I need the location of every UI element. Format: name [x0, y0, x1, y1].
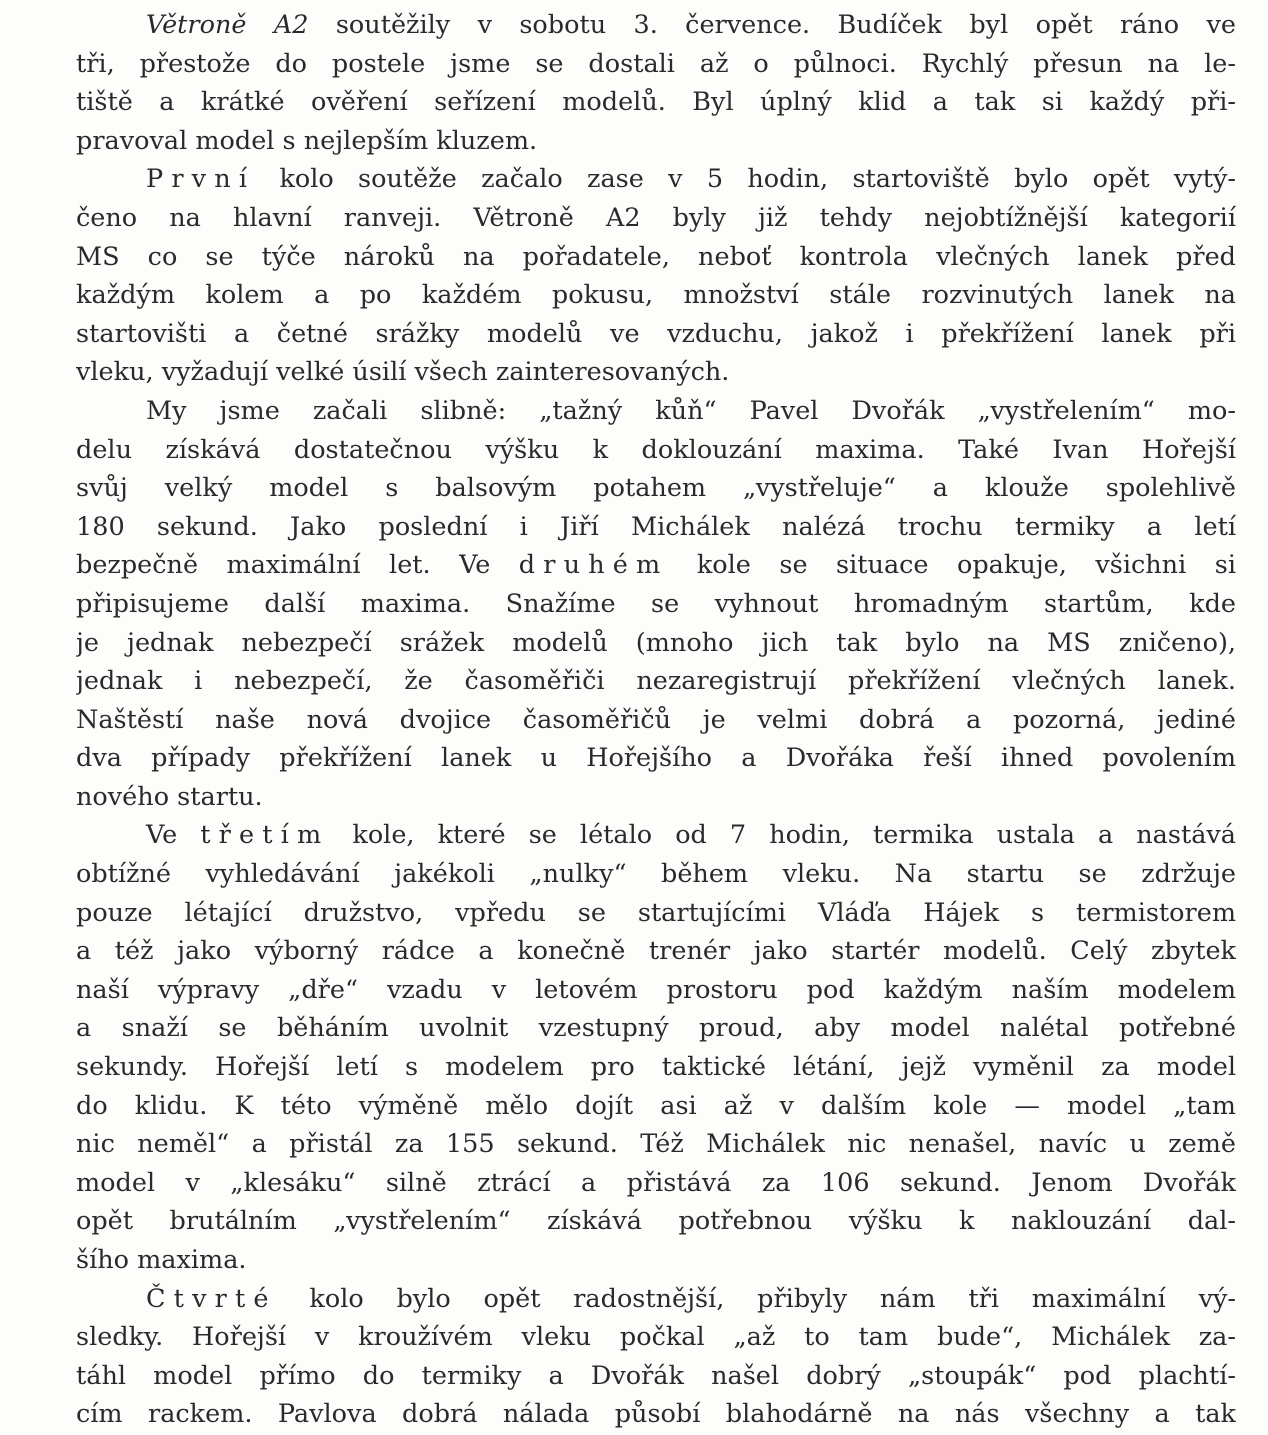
text-line [76, 6, 1236, 45]
paragraph [76, 6, 1236, 160]
text-run: do klidu. K této výměně mělo dojít asi až v dalším kole — model „tam [76, 1090, 1236, 1121]
text-line [76, 1241, 1236, 1280]
text-run: bezpečně maximální let. Ve [76, 550, 519, 581]
text-line [76, 585, 1236, 624]
spaced-emphasis: Čtvrté [146, 1283, 277, 1314]
text-run: 180 sekund. Jako poslední i Jiří Michálek nalézá trochu termiky a letí [76, 511, 1236, 542]
text-line [76, 469, 1236, 508]
text-line [76, 932, 1236, 971]
spaced-emphasis: třetím [200, 820, 330, 851]
text-run: jednak i nebezpečí, že časoměřiči nezaregistrují překřížení vlečných lanek. [76, 666, 1236, 697]
text-line [76, 894, 1236, 933]
paragraph [76, 1280, 1236, 1434]
text-run: My jsme začali slibně: „tažný kůň“ Pavel Dvořák „vystřelením“ mo- [146, 395, 1236, 426]
text-line [76, 276, 1236, 315]
text-run: sekundy. Hořejší letí s modelem pro taktické létání, jejž vyměnil za model [76, 1052, 1236, 1083]
text-line [76, 1125, 1236, 1164]
text-run: opět brutálním „vystřelením“ získává potřebnou výšku k naklouzání dal- [76, 1206, 1236, 1237]
text-run: a snaží se běháním uvolnit vzestupný proud, aby model nalétal potřebné [76, 1013, 1236, 1044]
text-run: Naštěstí naše nová dvojice časoměřičů je velmi dobrá a pozorná, jediné [76, 704, 1236, 735]
text-run: pravoval model s nejlepším kluzem. [76, 125, 538, 156]
text-run: naší výpravy „dře“ vzadu v letovém prostoru pod každým naším modelem [76, 974, 1236, 1005]
text-line [76, 971, 1236, 1010]
text-line [76, 199, 1236, 238]
text-line [76, 1357, 1236, 1396]
article-body [76, 6, 1236, 1434]
text-line [76, 701, 1236, 740]
text-line [76, 83, 1236, 122]
text-run: připisujeme další maxima. Snažíme se vyhnout hromadným startům, kde [76, 588, 1236, 619]
text-line [76, 816, 1236, 855]
text-line [76, 739, 1236, 778]
text-line [76, 1280, 1236, 1319]
text-line [76, 353, 1236, 392]
text-run: cím rackem. Pavlova dobrá nálada působí blahodárně na nás všechny a tak [76, 1399, 1236, 1430]
text-line [76, 1202, 1236, 1241]
text-line [76, 1318, 1236, 1357]
text-line [76, 238, 1236, 277]
text-line [76, 1009, 1236, 1048]
text-run: vleku, vyžadují velké úsilí všech zainteresovaných. [76, 357, 730, 388]
paragraph [76, 160, 1236, 392]
spaced-emphasis: První [146, 164, 256, 195]
text-run: kole, které se létalo od 7 hodin, termika ustala a nastává [329, 820, 1236, 851]
text-run: obtížné vyhledávání jakékoli „nulky“ během vleku. Na startu se zdržuje [76, 859, 1236, 890]
text-run: delu získává dostatečnou výšku k doklouzání maxima. Také Ivan Hořejší [76, 434, 1236, 465]
text-run: kolo bylo opět radostnější, přibyly nám tři maximální vý- [276, 1283, 1236, 1314]
text-run: čeno na hlavní ranveji. Větroně A2 byly již tehdy nejobtížnější kategorií [76, 202, 1236, 233]
text-run: soutěžily v sobotu 3. července. Budíček byl opět ráno ve [308, 10, 1236, 40]
text-line [76, 855, 1236, 894]
text-run: každým kolem a po každém pokusu, množství stále rozvinutých lanek na [76, 280, 1236, 311]
paragraph [76, 816, 1236, 1279]
text-run: nic neměl“ a přistál za 155 sekund. Též Michálek nic nenašel, navíc u země [76, 1129, 1236, 1160]
text-line [76, 392, 1236, 431]
text-run: je jednak nebezpečí srážek modelů (mnoho jich tak bylo na MS zničeno), [76, 627, 1236, 658]
text-line [76, 1164, 1236, 1203]
text-run: a též jako výborný rádce a konečně trenér jako startér modelů. Celý zbytek [76, 936, 1236, 967]
text-run: model v „klesáku“ silně ztrácí a přistává za 106 sekund. Jenom Dvořák [76, 1167, 1236, 1198]
text-run: tři, přestože do postele jsme se dostali až o půlnoci. Rychlý přesun na le- [76, 48, 1236, 79]
text-line [76, 431, 1236, 470]
text-run: táhl model přímo do termiky a Dvořák našel dobrý „stoupák“ pod plachtí- [76, 1360, 1236, 1391]
text-run: šího maxima. [76, 1245, 247, 1275]
text-run: svůj velký model s balsovým potahem „vystřeluje“ a klouže spolehlivě [76, 473, 1236, 504]
text-line [76, 122, 1236, 161]
text-run: Ve [146, 820, 201, 851]
text-line [76, 1048, 1236, 1087]
text-line [76, 624, 1236, 663]
text-line [76, 315, 1236, 354]
text-run: sledky. Hořejší v kroužívém vleku počkal „až to tam bude“, Michálek za- [76, 1322, 1236, 1353]
italic-term: Větroně A2 [146, 10, 309, 40]
text-line [76, 1395, 1236, 1434]
text-run: dva případy překřížení lanek u Hořejšího a Dvořáka řeší ihned povolením [76, 743, 1236, 774]
paragraph [76, 392, 1236, 817]
text-run: tiště a krátké ověření seřízení modelů. Byl úplný klid a tak si každý při- [76, 87, 1236, 118]
spaced-emphasis: druhém [518, 550, 669, 581]
text-line [76, 778, 1236, 817]
text-run: kole se situace opakuje, všichni si [668, 550, 1236, 581]
text-run: startovišti a četné srážky modelů ve vzduchu, jakož i překřížení lanek při [76, 318, 1236, 349]
text-run: pouze létající družstvo, vpředu se startujícími Vláďa Hájek s termistorem [76, 897, 1236, 928]
text-line [76, 662, 1236, 701]
text-run: MS co se týče nároků na pořadatele, neboť kontrola vlečných lanek před [76, 241, 1236, 272]
text-line [76, 546, 1236, 585]
text-line [76, 45, 1236, 84]
text-run: nového startu. [76, 781, 263, 812]
text-line [76, 160, 1236, 199]
text-line [76, 1087, 1236, 1126]
text-line [76, 508, 1236, 547]
text-run: kolo soutěže začalo zase v 5 hodin, startoviště bylo opět vytý- [255, 164, 1236, 195]
